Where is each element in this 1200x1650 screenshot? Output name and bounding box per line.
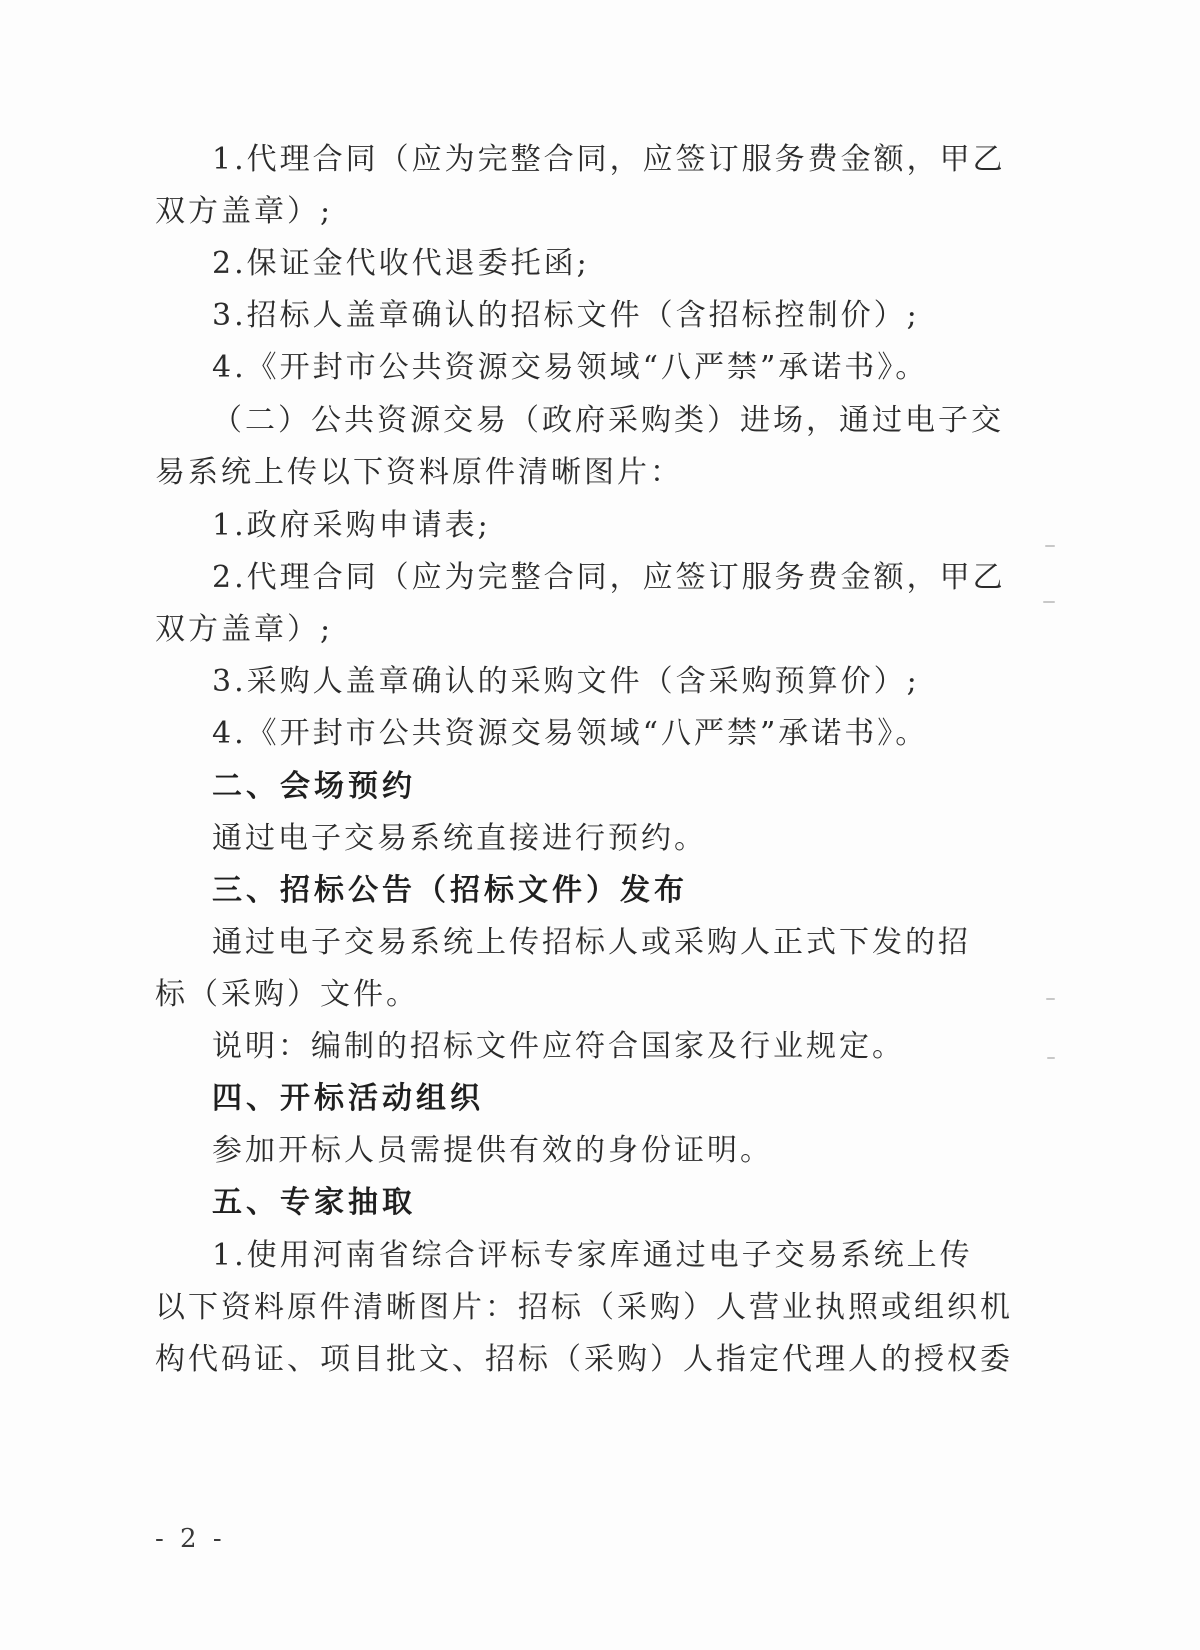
body-line: （二）公共资源交易（政府采购类）进场，通过电子交	[212, 403, 1004, 438]
scan-artifact	[1047, 1057, 1055, 1059]
body-line: 通过电子交易系统直接进行预约。	[212, 821, 707, 856]
body-line: 2.代理合同（应为完整合同，应签订服务费金额，甲乙	[212, 560, 1006, 595]
body-line: 通过电子交易系统上传招标人或采购人正式下发的招	[212, 925, 971, 960]
body-line: 双方盖章）;	[155, 194, 334, 229]
body-line: 参加开标人员需提供有效的身份证明。	[212, 1133, 773, 1168]
scan-artifact	[1043, 601, 1055, 603]
body-line: 以下资料原件清晰图片：招标（采购）人营业执照或组织机	[155, 1290, 1013, 1325]
section-heading: 四、开标活动组织	[212, 1081, 484, 1116]
body-line: 1.政府采购申请表;	[212, 508, 491, 543]
body-line: 1.代理合同（应为完整合同，应签订服务费金额，甲乙	[212, 142, 1006, 177]
scan-artifact	[1045, 545, 1055, 547]
body-line: 标（采购）文件。	[155, 977, 419, 1012]
body-line: 1.使用河南省综合评标专家库通过电子交易系统上传	[212, 1238, 973, 1273]
body-line: 易系统上传以下资料原件清晰图片：	[155, 455, 683, 490]
body-line: 3.招标人盖章确认的招标文件（含招标控制价）;	[212, 298, 920, 333]
body-line: 2.保证金代收代退委托函;	[212, 246, 590, 281]
section-heading: 五、专家抽取	[212, 1185, 416, 1220]
body-line: 4.《开封市公共资源交易领域“八严禁”承诺书》。	[212, 716, 929, 751]
scan-artifact	[1046, 998, 1055, 1000]
body-line: 4.《开封市公共资源交易领域“八严禁”承诺书》。	[212, 350, 929, 385]
page-number: - 2 -	[155, 1524, 226, 1554]
section-heading: 三、招标公告（招标文件）发布	[212, 873, 688, 908]
section-heading: 二、会场预约	[212, 769, 416, 804]
body-line: 双方盖章）;	[155, 612, 334, 647]
body-line: 构代码证、项目批文、招标（采购）人指定代理人的授权委	[155, 1342, 1013, 1377]
body-line: 说明：编制的招标文件应符合国家及行业规定。	[212, 1029, 905, 1064]
body-line: 3.采购人盖章确认的采购文件（含采购预算价）;	[212, 664, 920, 699]
